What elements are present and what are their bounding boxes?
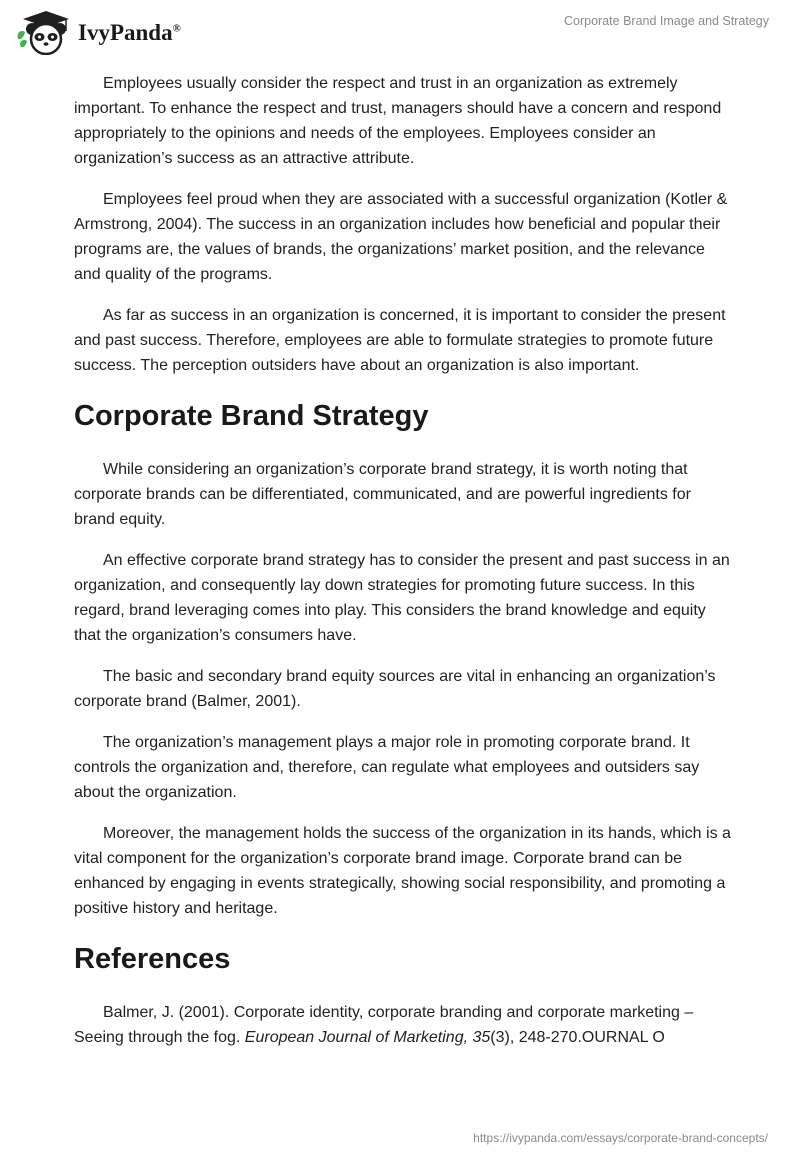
paragraph: The basic and secondary brand equity sources are vital in enhancing an organization’s corporate brand (Balmer, 2001). (74, 668, 716, 710)
section-heading-references: References (74, 943, 231, 975)
paragraph: The organization’s management plays a major role in promoting corporate brand. It controls the organization and, therefore, can regulate what employees and outsiders say about the organization. (74, 734, 700, 801)
paragraph: Employees feel proud when they are associated with a successful organization (Kotler & Armstrong, 2004). The success in an organization includes how beneficial and popular their programs are, the values of brands, the organizations’ market position, and the relevance and quality of the programs. (74, 191, 728, 283)
section-heading-strategy: Corporate Brand Strategy (74, 400, 429, 432)
paragraph: Moreover, the management holds the success of the organization in its hands, which is a vital component for the organization’s corporate brand image. Corporate brand can be enhanced by engaging in events strategically, showing social responsibility, and promoting a positive history and heritage. (74, 825, 731, 917)
essay-content (74, 71, 734, 1066)
logo-text: IvyPanda® (78, 20, 181, 45)
paragraph: As far as success in an organization is concerned, it is important to consider the present and past success. Therefore, employees are able to formulate strategies to promote future success. The perception outsiders have about an organization is also important. (74, 307, 726, 374)
reference-entry: Balmer, J. (2001). Corporate identity, corporate branding and corporate marketing – Seeing through the fog. European Journal of Marketing, 35(3), 248-270.OURNAL O (74, 1004, 694, 1046)
paragraph: Employees usually consider the respect and trust in an organization as extremely important. To enhance the respect and trust, managers should have a concern and respond appropriately to the opinions and needs of the employees. Employees consider an organization’s success as an attractive attribute. (74, 75, 722, 167)
journal-title: European Journal of Marketing, 35 (244, 1029, 491, 1046)
source-url[interactable]: https://ivypanda.com/essays/corporate-brand-concepts/ (473, 1131, 768, 1145)
panda-graduate-icon (16, 9, 74, 55)
running-title: Corporate Brand Image and Strategy (564, 14, 769, 28)
paragraph: While considering an organization’s corporate brand strategy, it is worth noting that corporate brands can be differentiated, communicated, and are powerful ingredients for brand equity. (74, 461, 691, 528)
page-header (0, 0, 800, 70)
paragraph: An effective corporate brand strategy has to consider the present and past success in an organization, and consequently lay down strategies for promoting future success. In this regard, brand leveraging comes into play. This considers the brand knowledge and equity that the organization’s consumers have. (74, 552, 730, 644)
ivypanda-logo[interactable] (16, 9, 186, 55)
